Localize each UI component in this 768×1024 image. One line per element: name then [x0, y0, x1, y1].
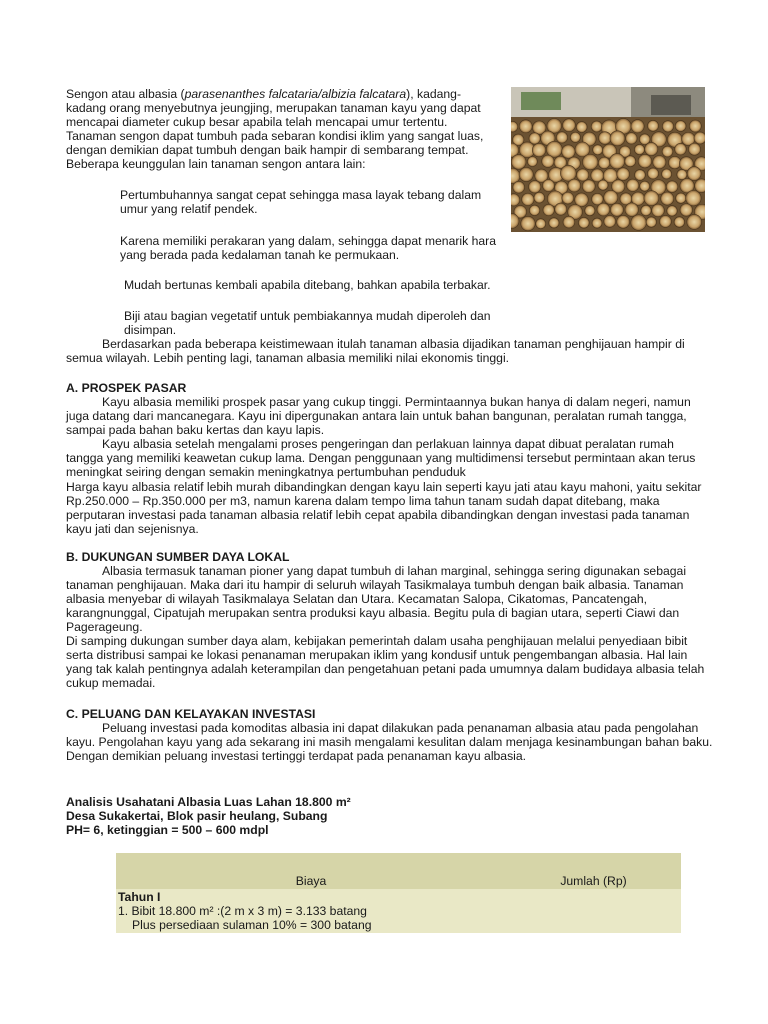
- log-end: [555, 203, 567, 215]
- log-end: [662, 169, 672, 179]
- log-end: [638, 154, 652, 168]
- log-end: [687, 167, 701, 181]
- intro-paragraph: [66, 87, 506, 172]
- advantage-4-line-1: Biji atau bagian vegetatif untuk pembiakannya mudah diperoleh dan: [124, 309, 491, 323]
- table-header-row: [116, 853, 681, 889]
- log-end: [667, 206, 678, 217]
- log-end: [598, 180, 608, 190]
- log-end: [617, 168, 630, 181]
- log-end: [598, 157, 610, 169]
- log-end: [576, 169, 588, 181]
- advantage-1-line-2: umur yang relatif pendek.: [120, 202, 258, 217]
- latin-name: parasenanthes falcataria/albizia falcatara: [184, 87, 407, 101]
- log-end: [534, 192, 545, 203]
- timber-logs-image: [511, 87, 705, 232]
- table-cell-jumlah: [506, 889, 681, 933]
- log-end: [562, 119, 575, 132]
- log-end: [694, 132, 705, 144]
- log-end: [617, 215, 630, 228]
- log-end: [593, 145, 603, 155]
- log-end: [610, 131, 625, 146]
- log-end: [556, 132, 567, 143]
- log-end: [677, 169, 687, 179]
- advantage-3-line-1: Mudah bertunas kembali apabila ditebang, bahkan apabila terbakar.: [124, 278, 491, 292]
- log-end: [511, 155, 526, 170]
- section-b-p2: [66, 634, 714, 690]
- log-end: [626, 179, 638, 191]
- log-end: [644, 191, 659, 206]
- advantage-4-line-2: disimpan.: [124, 323, 177, 338]
- analysis-location: Desa Sukakertai, Blok pasir heulang, Subang: [66, 809, 328, 823]
- intro-line-5: dengan demikian dapat tumbuh dengan baik hampir di sembarang tempat.: [66, 143, 469, 158]
- advantage-1-line-1: Pertumbuhannya sangat cepat sehingga masa layak tebang dalam: [120, 188, 482, 202]
- advantage-2-line-2: yang berada pada kedalaman tanah ke permukaan.: [120, 248, 400, 263]
- analysis-ph-altitude: PH= 6, ketinggian = 500 – 600 mdpl: [66, 823, 269, 837]
- intro-line-3: mencapai diameter cukup besar apabila telah mencapai umur tertentu.: [66, 115, 448, 130]
- intro-l1-rest: ), kadang-: [406, 87, 462, 101]
- advantage-2-line-1: Karena memiliki perakaran yang dalam, sehingga dapat menarik hara: [120, 234, 496, 248]
- log-end: [631, 120, 644, 133]
- log-end: [641, 205, 652, 216]
- conclusion-paragraph: [66, 337, 714, 365]
- section-c-p1-text: Peluang investasi pada komoditas albasia ini dapat dilakukan pada penanaman albasia atau pada pengolahan kayu. Pengolahan kayu yang ada sekarang ini masih mengalami kesulitan dalam menjaga kesinambungan bahan baku. Dengan demikian peluang investasi tertinggi terdapat pada penanaman kayu albasia.: [66, 721, 713, 764]
- intro-line-1: [66, 87, 506, 101]
- conclusion-text: Berdasarkan pada beberapa keistimewaan itulah tanaman albasia dijadikan tanaman penghijauan hampir di semua wilayah. Lebih penting lagi, tanaman albasia memiliki nilai ekonomis tinggi.: [66, 337, 685, 366]
- log-end: [662, 146, 673, 157]
- log-end: [532, 143, 546, 157]
- log-end: [521, 216, 536, 231]
- log-end: [597, 203, 610, 216]
- log-end: [652, 204, 665, 217]
- log-end: [591, 121, 602, 132]
- log-end: [549, 218, 559, 228]
- column-header-jumlah: Jumlah (Rp): [506, 853, 681, 889]
- table-cell-biaya: [116, 889, 506, 933]
- log-end: [585, 205, 595, 215]
- section-a-p3-text: Harga kayu albasia relatif lebih murah dibandingkan dengan kayu lain seperti kayu jati atau kayu mahoni, yaitu sekitar Rp.250.000 – Rp.350.000 per m3, namun karena dalam tempo lima tahun tanam sudah dapat ditebang, maka perputaran investasi pada tanaman albasia relatif lebih cepat apabila dibandingkan dengan investasi pada tanaman kayu jati dan sejenisnya.: [66, 480, 702, 537]
- section-c-p1: [66, 721, 714, 763]
- year-label: Tahun I: [118, 890, 161, 904]
- log-end: [604, 190, 618, 204]
- log-end: [676, 193, 687, 204]
- log-end: [529, 205, 540, 216]
- section-b-p1-text: Albasia termasuk tanaman pioner yang dapat tumbuh di lahan marginal, sehingga sering digunakan sebagai tanaman penghijauan. Maka dari itu hampir di seluruh wilayah Tasikmalaya tumbuh dengan baik albasia. Tanaman albasia menyebar di wilayah Tasikmalaya Selatan dan Utara. Kecamatan Salopa, Cikatomas, Pancatengah, karangnunggal, Cipatujah merupakan sentra produksi kayu albasia. Begitu pula di bagian utara, seperti Ciawi dan Pagerageung.: [66, 564, 687, 635]
- log-end: [675, 143, 687, 155]
- log-end: [562, 145, 576, 159]
- intro-prefix: Sengon atau albasia (: [66, 87, 185, 101]
- log-end: [542, 180, 554, 192]
- log-end: [527, 156, 537, 166]
- log-end: [609, 154, 624, 169]
- log-end: [570, 132, 580, 142]
- section-a-p2: [66, 437, 714, 479]
- cost-item-1: 1. Bibit 18.800 m² :(2 m x 3 m) = 3.133 batang: [118, 904, 367, 919]
- log-end: [625, 203, 639, 217]
- log-end: [610, 203, 623, 216]
- advantage-item: [124, 278, 524, 292]
- log-end: [592, 218, 602, 228]
- log-end: [519, 120, 532, 133]
- log-end: [576, 122, 587, 133]
- log-end: [626, 133, 638, 145]
- analysis-title: Analisis Usahatani Albasia Luas Lahan 18.800 m²: [66, 795, 351, 809]
- section-b-p1: [66, 564, 714, 634]
- log-end: [542, 155, 554, 167]
- log-end: [662, 121, 673, 132]
- log-end: [635, 170, 646, 181]
- section-a-p1-text: Kayu albasia memiliki prospek pasar yang cukup tinggi. Permintaannya bukan hanya di dalam negeri, namun juga datang dari mancanegara. Kayu ini dipergunakan antara lain untuk bahan bangunan, peralatan rumah tangga, sampai pada bahan baku kertas dan kayu lapis.: [66, 395, 691, 438]
- section-a-p1: [66, 395, 714, 437]
- log-end: [659, 215, 671, 227]
- log-end: [648, 120, 659, 131]
- advantage-item: [120, 234, 520, 262]
- section-c-title: C. PELUANG DAN KELAYAKAN INVESTASI: [66, 707, 316, 721]
- log-end: [519, 167, 533, 181]
- log-end: [680, 204, 693, 217]
- cost-item-1-detail: Plus persediaan sulaman 10% = 300 batang: [132, 918, 372, 933]
- log-end: [582, 180, 595, 193]
- column-header-biaya: Biaya: [116, 853, 506, 889]
- log-end: [646, 217, 656, 227]
- advantage-item: [120, 188, 520, 216]
- log-end: [604, 215, 616, 227]
- log-end: [661, 192, 674, 205]
- log-end: [675, 121, 686, 132]
- section-b-title: B. DUKUNGAN SUMBER DAYA LOKAL: [66, 550, 290, 564]
- section-a-p3: [66, 480, 714, 536]
- log-end: [647, 168, 658, 179]
- log-end: [599, 132, 612, 145]
- log-end: [578, 217, 589, 228]
- log-end: [645, 142, 658, 155]
- log-end: [653, 156, 666, 169]
- log-end: [631, 215, 647, 231]
- log-end: [689, 120, 701, 132]
- log-end: [562, 192, 574, 204]
- log-end: [695, 179, 705, 193]
- log-end: [529, 181, 541, 193]
- section-a-title: A. PROSPEK PASAR: [66, 381, 187, 395]
- intro-line-6: Beberapa keunggulan lain tanaman sengon antara lain:: [66, 157, 366, 172]
- advantage-item: [124, 309, 524, 337]
- log-end: [625, 156, 636, 167]
- section-a-p2-text: Kayu albasia setelah mengalami proses pengeringan dan perlakuan lainnya dapat dibuat peralatan rumah tangga yang memiliki keawetan cukup lama. Dengan penggunaan yang multidimensi tersebut permintaan akan terus meningkat seiring dengan semakin meningkatnya pertumbuhan penduduk: [66, 437, 696, 480]
- log-end: [563, 216, 575, 228]
- log-end: [668, 156, 681, 169]
- log-end: [522, 193, 534, 205]
- intro-line-4: Tanaman sengon dapat tumbuh pada sebaran kondisi iklim yang sangat luas,: [66, 129, 484, 144]
- table-row: [116, 889, 681, 933]
- log-end: [568, 179, 581, 192]
- log-end: [582, 154, 598, 170]
- intro-line-2: kadang orang menyebutnya jeungjing, merupakan tanaman kayu yang dapat: [66, 101, 481, 116]
- log-end: [543, 204, 554, 215]
- log-end: [687, 214, 702, 229]
- log-end: [640, 181, 650, 191]
- log-end: [688, 143, 700, 155]
- log-end: [634, 144, 644, 154]
- log-end: [536, 219, 546, 229]
- log-end: [674, 217, 685, 228]
- log-end: [666, 181, 678, 193]
- section-b-p2-text: Di samping dukungan sumber daya alam, kebijakan pemerintah dalam usaha penghijauan melalui penyediaan bibit serta distribusi sampai ke lokasi penanaman merupakan iklim yang kondusif untuk pengembangan albasia. Hal lain yang tak kalah pentingnya adalah keterampilan dan pengetahuan petani pada umumnya dalam budidaya albasia telah cukup memadai.: [66, 634, 705, 691]
- cost-table: [116, 853, 681, 933]
- timber-logs-photo: [511, 87, 705, 232]
